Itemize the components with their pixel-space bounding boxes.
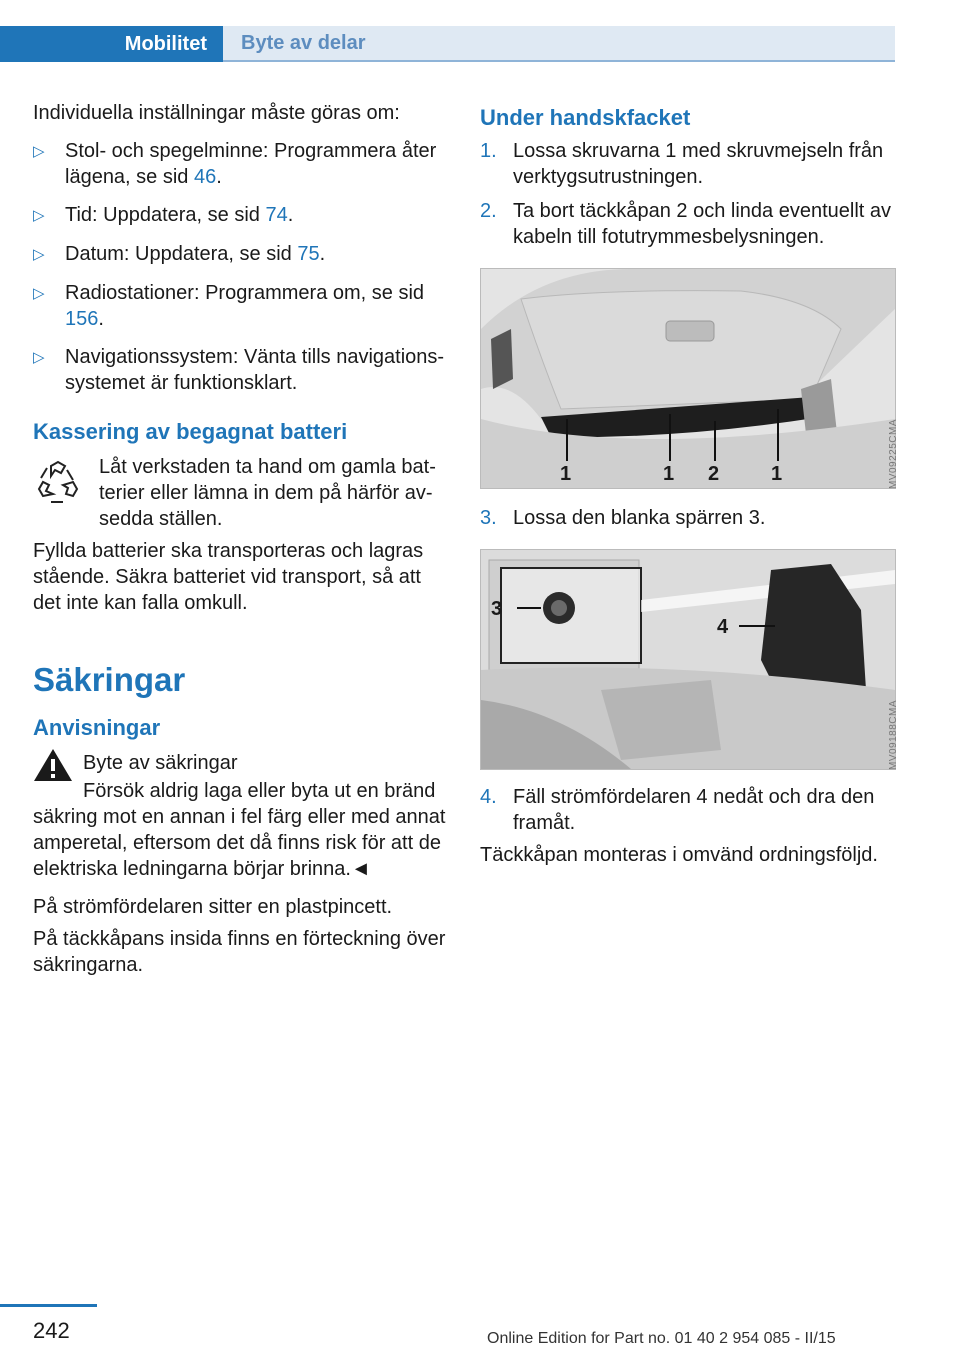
battery-note [33,454,448,532]
fuses-heading: Säkringar [33,661,186,698]
notes-heading: Anvisningar [33,715,161,740]
list-item: ▷ Radiostationer: Programmera om, se sid 156. [33,282,425,330]
image-code: MV09225CMA [888,418,899,489]
image-code: MV09188CMA [888,699,899,770]
paragraph: På täckkåpans insida finns en förteckning över säkringarna. [33,928,446,976]
photo-callout: 2 [708,463,720,485]
footer-rule [0,1304,97,1307]
page-link[interactable]: 46 [193,166,217,188]
step-item: 4. Fäll strömfördelaren 4 nedåt och dra den framåt. [480,786,875,834]
list-item: ▷ Tid: Uppdatera, se sid 74. [33,202,448,229]
photo-callout: 1 [560,463,572,485]
step-item: 3. Lossa den blanka spärren 3. [480,507,766,529]
tab-mobilitet[interactable]: Mobilitet [0,26,223,62]
page-link[interactable]: 74 [265,204,288,226]
battery-text: Fyllda batterier ska transporteras och lagras stående. Säkra batteriet vid transport, så att det inte kan falla omkull. [33,540,424,614]
recycle-icon [33,454,99,532]
list-item: ▷ Stol- och spegelminne: Programmera åter lägena, se sid 46. [33,140,437,188]
triangle-bullet-icon: ▷ [33,285,45,302]
warning-icon [33,748,73,789]
triangle-bullet-icon: ▷ [33,143,45,160]
warning-block [33,748,448,882]
photo-callout: 1 [663,463,675,485]
step-item: 1. Lossa skruvarna 1 med skruvmejseln från verktygsutrustningen. [480,140,884,188]
glovebox-photo [480,268,899,489]
list-item: ▷ Datum: Uppdatera, se sid 75. [33,241,448,268]
glovebox-heading: Under handskfacket [480,105,691,130]
closing-text: Täckkåpan monteras i omvänd ordningsföljd. [480,844,878,866]
warning-text: Försök aldrig laga eller byta ut en bränd säkring mot en annan i fel färg eller med annat amperetal, eftersom det då finns risk för att de elektriska ledningarna börjar brinna.◄ [33,780,446,880]
step-item: 2. Ta bort täckkåpan 2 och linda eventuellt av kabeln till fotutrymmesbelysningen. [480,200,892,248]
triangle-bullet-icon: ▷ [33,246,45,263]
left-column [33,100,448,978]
fusebox-photo [480,549,899,770]
photo-callout: 1 [771,463,783,485]
photo-callout: 4 [717,616,729,638]
photo-callout: 3 [491,598,503,620]
triangle-bullet-icon: ▷ [33,207,45,224]
page-link[interactable]: 75 [297,243,320,265]
header-tabs [0,26,895,62]
battery-note-text: Låt verkstaden ta hand om gamla batterier eller lämna in dem på härför avsedda ställen. [99,456,436,530]
edition-text: Online Edition for Part no. 01 40 2 954 085 - II/15 [487,1330,836,1347]
battery-heading: Kassering av begagnat batteri [33,419,348,444]
paragraph: På strömfördelaren sitter en plastpincett. [33,896,393,918]
list-item: ▷ Navigationssystem: Vänta tills navigationssystemet är funktionsklart. [33,346,445,394]
tab-byte-av-delar[interactable]: Byte av delar [223,26,895,62]
warning-title: Byte av säkringar [83,752,238,774]
right-column [480,104,900,868]
page-number: 242 [33,1318,70,1343]
triangle-bullet-icon: ▷ [33,349,45,366]
intro-text: Individuella inställningar måste göras om: [33,102,400,124]
page-link[interactable]: 156 [65,308,99,330]
